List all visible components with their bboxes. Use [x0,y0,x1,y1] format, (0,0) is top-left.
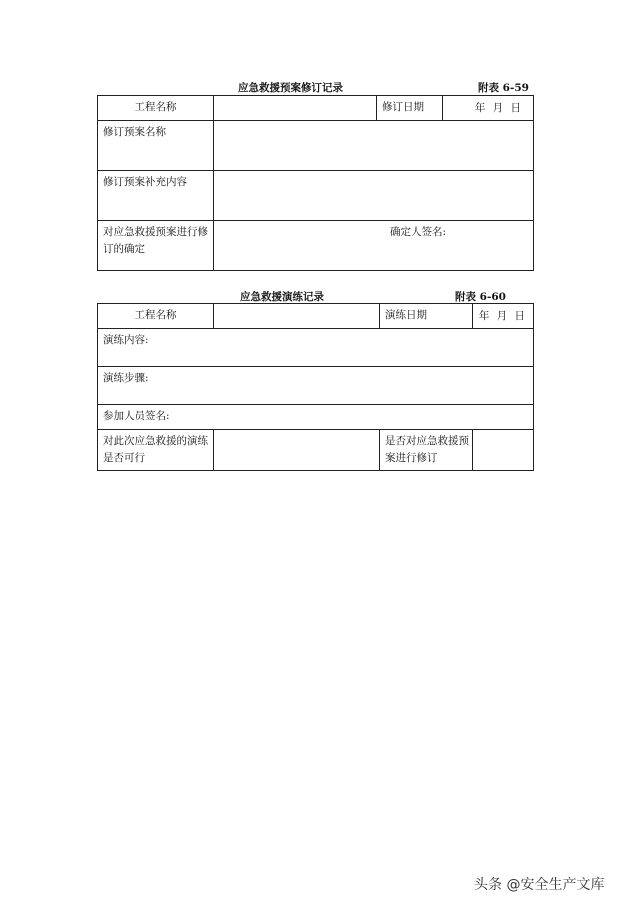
drill-steps-label: 演练步骤: [103,372,149,384]
watermark: 头条 @安全生产文库 [474,877,605,893]
drill-date-label: 演练日期 [380,304,473,329]
table-row [98,221,534,271]
drill-content-label: 演练内容: [103,334,149,346]
table-row [98,430,534,471]
form1-ref: 附表 6-59 [478,82,529,94]
drill-steps-field[interactable] [98,367,534,405]
feasible-label: 对此次应急救援的演练是否可行 [98,430,214,471]
revision-record-table [97,95,534,271]
project-name-field[interactable] [214,304,380,329]
feasible-field[interactable] [214,430,380,471]
revise-label: 是否对应急救援预案进行修订 [380,430,473,471]
participants-field[interactable] [98,405,534,430]
project-name-label: 工程名称 [98,96,214,121]
revision-date-field[interactable]: 年 月 日 [443,96,534,121]
form2-ref: 附表 6-60 [455,291,506,303]
supplement-label: 修订预案补充内容 [98,171,214,221]
table-row [98,96,534,121]
drill-date-field[interactable]: 年 月 日 [473,304,534,329]
project-name-label: 工程名称 [98,304,214,329]
participants-label: 参加人员签名: [103,410,170,422]
revise-field[interactable] [473,430,534,471]
table-row [98,304,534,329]
project-name-field[interactable] [214,96,377,121]
table-row [98,171,534,221]
drill-record-table [97,303,534,471]
confirmer-label: 确定人签名: [390,226,447,238]
form1-title: 应急救援预案修订记录 [238,82,343,94]
confirm-label: 对应急救援预案进行修订的确定 [98,221,214,271]
revision-date-label: 修订日期 [377,96,443,121]
confirm-field[interactable] [214,221,534,271]
table-row [98,367,534,405]
supplement-field[interactable] [214,171,534,221]
plan-name-label: 修订预案名称 [98,121,214,171]
drill-content-field[interactable] [98,329,534,367]
table-row [98,121,534,171]
form2-title: 应急救援演练记录 [240,291,324,303]
table-row [98,329,534,367]
plan-name-field[interactable] [214,121,534,171]
table-row [98,405,534,430]
